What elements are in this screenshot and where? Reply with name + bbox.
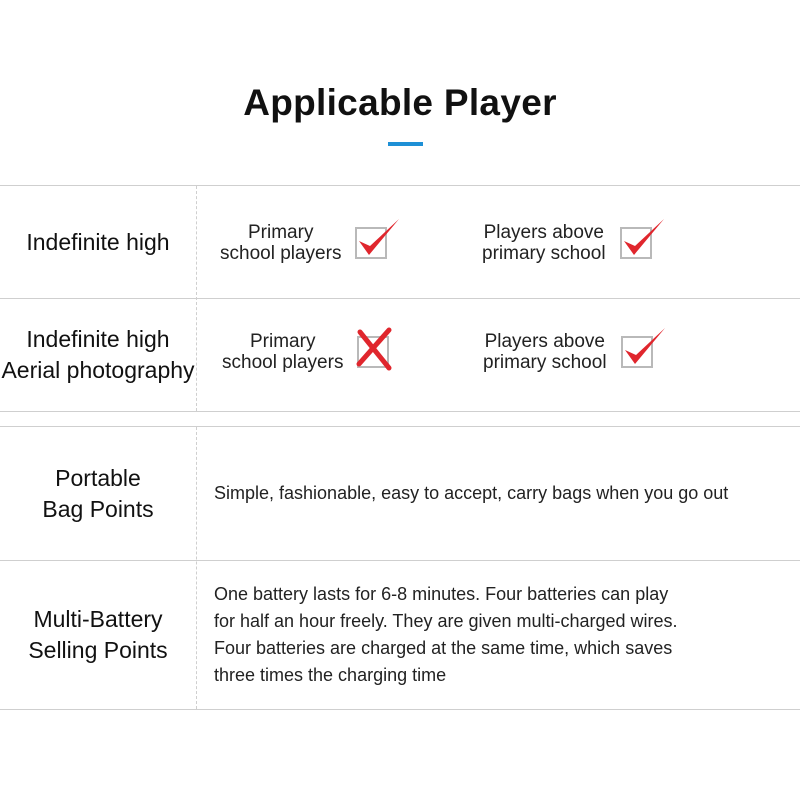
row-label: Indefinite high <box>26 228 170 255</box>
checkbox <box>357 336 389 368</box>
checkbox <box>355 227 387 259</box>
cross-icon <box>355 324 405 374</box>
checkbox <box>620 227 652 259</box>
option-above-primary <box>483 331 653 373</box>
row-label: Multi-Battery Selling Points <box>28 606 168 663</box>
checkbox <box>621 336 653 368</box>
divider <box>0 709 800 710</box>
row-label: Indefinite high Aerial photography <box>1 326 195 383</box>
table-row <box>0 427 800 560</box>
table-row <box>0 299 800 411</box>
row-label: Portable Bag Points <box>42 464 154 522</box>
row-description: Simple, fashionable, easy to accept, carry bags when you go out <box>214 483 729 503</box>
check-icon <box>353 215 403 265</box>
row-description: One battery lasts for 6-8 minutes. Four batteries can play for half an hour freely. They are given multi-charged wires. Four batteries are charged at the same time, which saves three times the charging time <box>214 584 678 685</box>
title-underline <box>388 142 423 146</box>
check-icon <box>619 324 669 374</box>
option-label: Players above primary school <box>482 222 606 264</box>
option-above-primary <box>482 222 652 264</box>
option-primary-school <box>220 222 387 264</box>
table-row <box>0 561 800 709</box>
option-label: Primary school players <box>220 222 342 264</box>
option-primary-school <box>222 331 389 373</box>
page-title: Applicable Player <box>243 82 557 123</box>
check-icon <box>618 215 668 265</box>
table-row <box>0 186 800 298</box>
option-label: Primary school players <box>222 331 344 373</box>
divider <box>0 411 800 412</box>
option-label: Players above primary school <box>483 331 607 373</box>
